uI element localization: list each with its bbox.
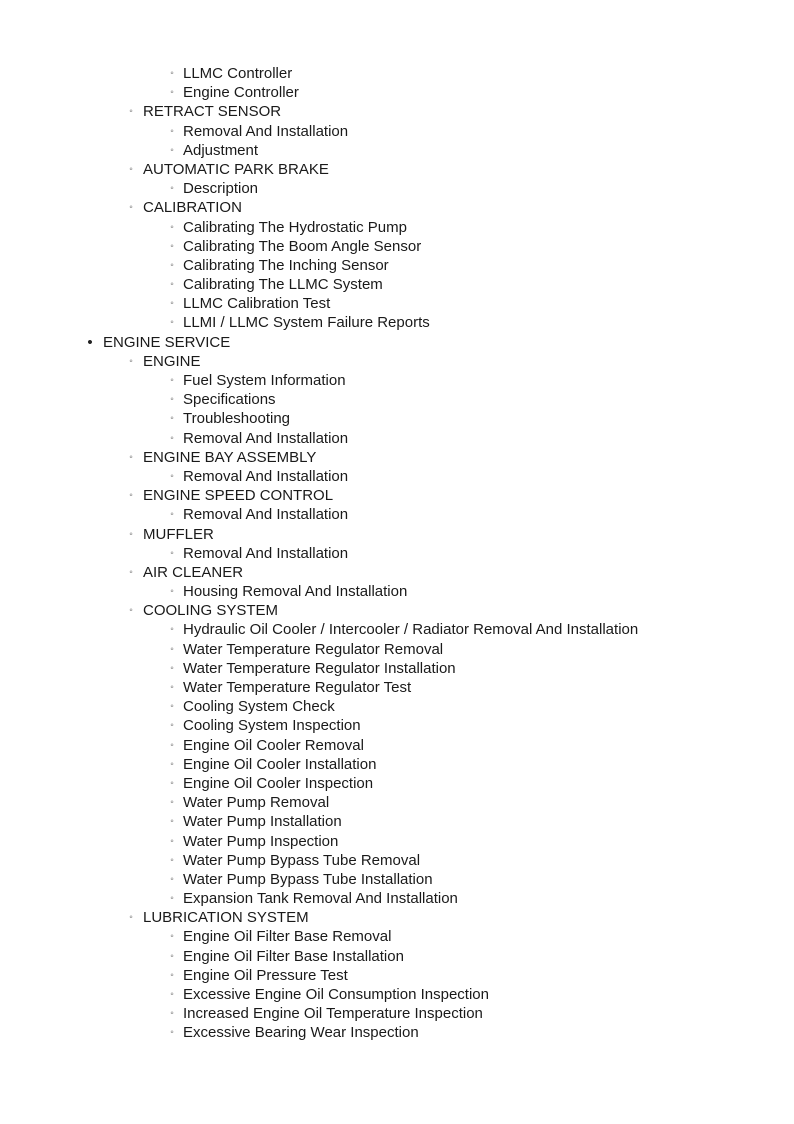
toc-entry	[0, 371, 794, 390]
bullet-marker: ◦	[170, 624, 174, 636]
toc-section	[0, 333, 794, 352]
bullet-marker: ◦	[170, 835, 174, 847]
toc-label: Water Temperature Regulator Test	[183, 679, 412, 696]
toc-label: Engine Oil Filter Base Removal	[183, 928, 392, 946]
toc-entry	[0, 313, 794, 332]
toc-label: Water Pump Bypass Tube Installation	[183, 870, 433, 888]
toc-label: LLMC Controller	[183, 65, 293, 82]
bullet-marker: ◦	[129, 490, 133, 502]
toc-entry	[0, 429, 794, 448]
bullet-marker: ◦	[170, 586, 174, 598]
toc-label: Calibrating The Hydrostatic Pump	[183, 218, 407, 236]
toc-entry	[0, 409, 794, 428]
toc-label: Water Temperature Regulator Removal	[183, 640, 444, 658]
bullet-marker: ◦	[170, 969, 174, 981]
toc-entry	[0, 83, 794, 102]
toc-entry	[0, 870, 794, 889]
bullet-marker: ◦	[170, 701, 174, 713]
toc-label: LLMI / LLMC System Failure Reports	[183, 314, 430, 332]
bullet-marker: ◦	[170, 1008, 174, 1020]
toc-label: Removal And Installation	[183, 544, 349, 562]
bullet-marker: ◦	[170, 125, 174, 137]
toc-entry	[0, 812, 794, 831]
toc-label: Water Pump Bypass Tube Removal	[183, 851, 421, 869]
toc-label: Fuel System Information	[183, 372, 346, 389]
toc-label: ENGINE	[143, 352, 201, 370]
toc-subsection	[0, 525, 794, 544]
toc-label: COOLING SYSTEM	[143, 602, 279, 620]
bullet-marker: ◦	[170, 317, 174, 329]
toc-entry	[0, 505, 794, 524]
bullet-marker: ◦	[170, 950, 174, 962]
bullet-marker: ◦	[170, 643, 174, 655]
toc-entry	[0, 947, 794, 966]
toc-entry	[0, 736, 794, 755]
bullet-marker: ◦	[170, 259, 174, 271]
bullet-marker: ◦	[170, 989, 174, 1000]
toc-entry	[0, 122, 794, 141]
toc-label: Cooling System Check	[183, 698, 335, 716]
toc-entry	[0, 851, 794, 870]
toc-entry	[0, 697, 794, 716]
bullet-marker: ◦	[129, 106, 133, 118]
toc-entry	[0, 678, 794, 697]
bullet-marker: ◦	[129, 912, 133, 924]
bullet-marker: ◦	[170, 298, 174, 310]
toc-label: MUFFLER	[143, 525, 214, 543]
toc-entry	[0, 966, 794, 985]
bullet-marker: ◦	[170, 739, 174, 751]
bullet-marker: ◦	[170, 1027, 174, 1039]
toc-label: Excessive Engine Oil Consumption Inspection	[183, 986, 489, 1003]
bullet-marker: ◦	[170, 87, 174, 99]
toc-label: Adjustment	[183, 141, 259, 159]
bullet-marker: •	[87, 333, 93, 351]
toc-label: Housing Removal And Installation	[183, 583, 408, 601]
toc-label: Water Temperature Regulator Installation	[183, 659, 456, 677]
bullet-marker: ◦	[170, 682, 174, 693]
toc-entry	[0, 582, 794, 601]
toc-entry	[0, 64, 794, 83]
bullet-marker: ◦	[170, 432, 174, 444]
toc-label: Engine Oil Filter Base Installation	[183, 947, 404, 965]
toc-label: Engine Oil Cooler Inspection	[183, 774, 374, 792]
toc-label: ENGINE SPEED CONTROL	[143, 487, 334, 505]
bullet-marker: ◦	[129, 528, 133, 540]
table-of-contents	[0, 64, 794, 1043]
toc-entry	[0, 294, 794, 313]
toc-entry	[0, 889, 794, 908]
bullet-marker: ◦	[170, 758, 174, 770]
toc-entry	[0, 544, 794, 563]
toc-label: Removal And Installation	[183, 506, 349, 524]
toc-label: AUTOMATIC PARK BRAKE	[143, 160, 329, 178]
bullet-marker: ◦	[170, 777, 174, 789]
toc-label: Description	[183, 180, 259, 198]
toc-entry	[0, 716, 794, 735]
toc-subsection	[0, 160, 794, 179]
toc-label: RETRACT SENSOR	[143, 103, 282, 121]
toc-entry	[0, 141, 794, 160]
toc-label: Engine Oil Cooler Installation	[183, 755, 377, 773]
bullet-marker: ◦	[170, 279, 174, 291]
bullet-marker: ◦	[170, 68, 174, 79]
toc-label: Calibrating The Inching Sensor	[183, 256, 389, 274]
bullet-marker: ◦	[129, 202, 133, 214]
toc-label: Excessive Bearing Wear Inspection	[183, 1024, 419, 1042]
bullet-marker: ◦	[170, 854, 174, 866]
toc-label: Engine Oil Cooler Removal	[183, 736, 364, 754]
toc-label: Calibrating The Boom Angle Sensor	[183, 237, 422, 255]
toc-entry	[0, 467, 794, 486]
bullet-marker: ◦	[170, 183, 174, 195]
toc-subsection	[0, 908, 794, 927]
bullet-marker: ◦	[170, 509, 174, 521]
bullet-marker: ◦	[129, 566, 133, 578]
bullet-marker: ◦	[170, 470, 174, 482]
bullet-marker: ◦	[129, 605, 133, 617]
toc-entry	[0, 659, 794, 678]
toc-entry	[0, 755, 794, 774]
toc-label: Calibrating The LLMC System	[183, 276, 383, 294]
bullet-marker: ◦	[129, 451, 133, 463]
toc-label: Troubleshooting	[183, 410, 291, 428]
toc-label: CALIBRATION	[143, 199, 242, 217]
bullet-marker: ◦	[170, 797, 174, 809]
toc-label: Water Pump Installation	[183, 813, 342, 831]
toc-subsection	[0, 486, 794, 505]
toc-label: Removal And Installation	[183, 429, 349, 447]
bullet-marker: ◦	[170, 375, 174, 386]
toc-entry	[0, 275, 794, 294]
toc-entry	[0, 1023, 794, 1042]
toc-entry	[0, 179, 794, 198]
toc-label: LLMC Calibration Test	[183, 295, 331, 313]
toc-label: LUBRICATION SYSTEM	[143, 909, 309, 927]
bullet-marker: ◦	[170, 720, 174, 732]
bullet-marker: ◦	[170, 144, 174, 156]
toc-label: ENGINE BAY ASSEMBLY	[143, 448, 317, 466]
toc-entry	[0, 793, 794, 812]
toc-label: Specifications	[183, 391, 276, 409]
toc-entry	[0, 256, 794, 275]
toc-label: Water Pump Removal	[183, 794, 330, 812]
toc-label: AIR CLEANER	[143, 563, 244, 581]
toc-subsection	[0, 448, 794, 467]
toc-entry	[0, 640, 794, 659]
toc-entry	[0, 985, 794, 1004]
toc-label: Removal And Installation	[183, 467, 349, 485]
toc-label: Cooling System Inspection	[183, 717, 361, 735]
toc-entry	[0, 620, 794, 639]
toc-entry	[0, 218, 794, 237]
bullet-marker: ◦	[170, 413, 174, 425]
toc-subsection	[0, 352, 794, 371]
bullet-marker: ◦	[170, 394, 174, 406]
toc-label: Engine Oil Pressure Test	[183, 966, 348, 984]
bullet-marker: ◦	[170, 662, 174, 674]
bullet-marker: ◦	[170, 931, 174, 943]
toc-label: Water Pump Inspection	[183, 832, 339, 850]
toc-entry	[0, 774, 794, 793]
toc-entry	[0, 390, 794, 409]
toc-label: Removal And Installation	[183, 122, 349, 140]
bullet-marker: ◦	[170, 816, 174, 828]
bullet-marker: ◦	[170, 221, 174, 233]
bullet-marker: ◦	[170, 873, 174, 885]
toc-label: Engine Controller	[183, 84, 299, 102]
toc-subsection	[0, 601, 794, 620]
toc-subsection	[0, 102, 794, 121]
toc-entry	[0, 1004, 794, 1023]
toc-entry	[0, 832, 794, 851]
toc-label: Increased Engine Oil Temperature Inspection	[183, 1005, 483, 1023]
toc-label: Expansion Tank Removal And Installation	[183, 890, 458, 908]
toc-entry	[0, 927, 794, 946]
toc-subsection	[0, 563, 794, 582]
toc-label: Hydraulic Oil Cooler / Intercooler / Radiator Removal And Installation	[183, 621, 639, 639]
bullet-marker: ◦	[170, 240, 174, 252]
bullet-marker: ◦	[170, 547, 174, 559]
toc-label: ENGINE SERVICE	[103, 333, 231, 351]
bullet-marker: ◦	[170, 893, 174, 905]
toc-entry	[0, 237, 794, 256]
bullet-marker: ◦	[129, 163, 133, 175]
bullet-marker: ◦	[129, 355, 133, 367]
toc-subsection	[0, 198, 794, 217]
